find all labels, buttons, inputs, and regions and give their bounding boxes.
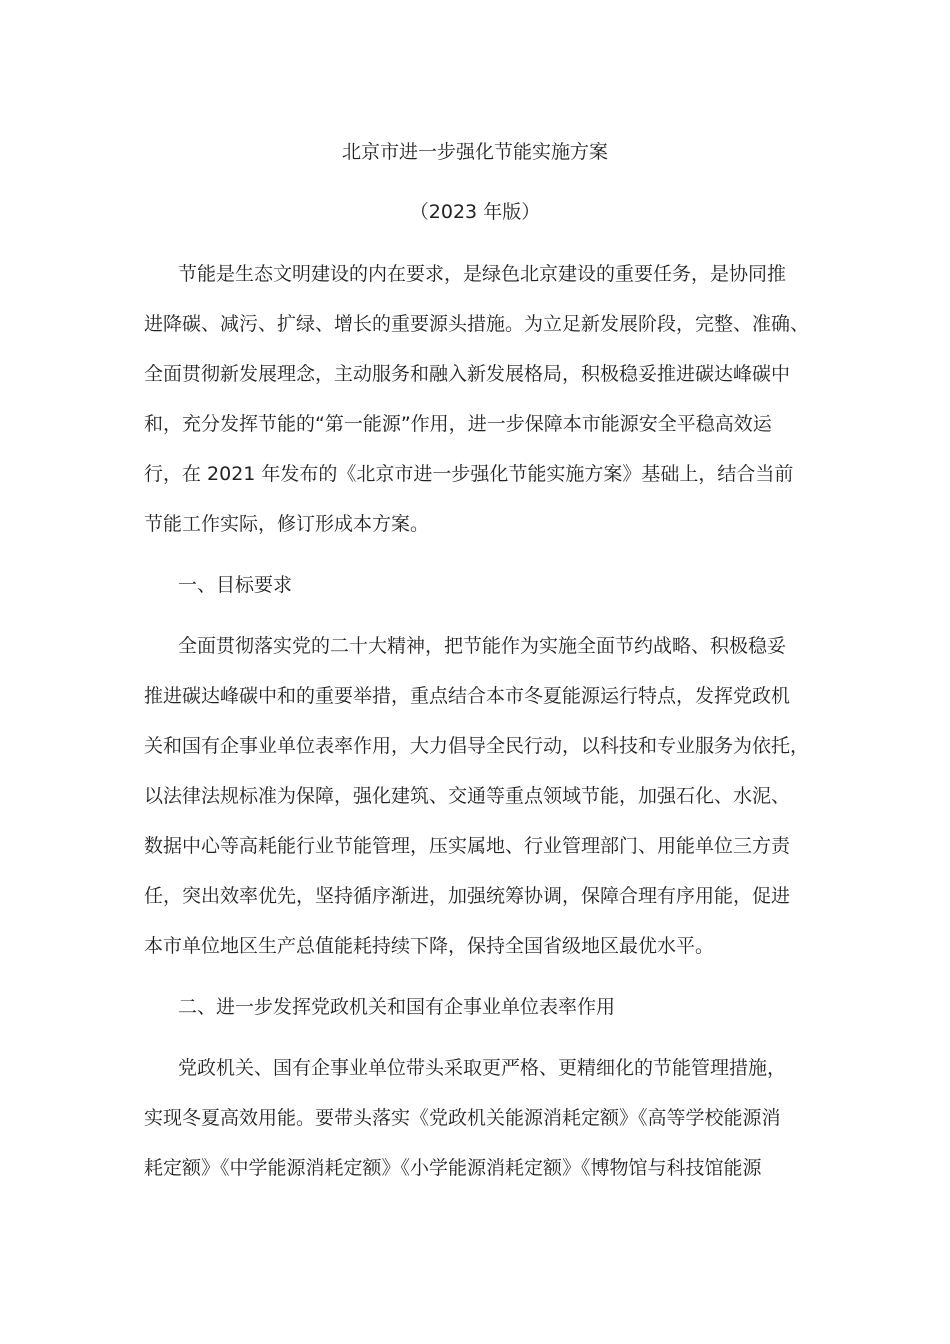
paragraph-line: 节能工作实际，修订形成本方案。 xyxy=(144,513,430,535)
document-edition: （2023 年版） xyxy=(409,201,541,223)
section2-paragraph xyxy=(144,1043,812,1193)
paragraph-line: 关和国有企事业单位表率作用，大力倡导全民行动，以科技和专业服务为依托， xyxy=(144,735,810,757)
paragraph-line: 全面贯彻新发展理念，主动服务和融入新发展格局，积极稳妥推进碳达峰碳中 xyxy=(144,363,791,385)
paragraph-line: 节能是生态文明建设的内在要求，是绿色北京建设的重要任务，是协同推 xyxy=(178,263,787,285)
paragraph-line: 推进碳达峰碳中和的重要举措，重点结合本市冬夏能源运行特点，发挥党政机 xyxy=(144,685,791,707)
paragraph-line: 耗定额》《中学能源消耗定额》《小学能源消耗定额》《博物馆与科技馆能源 xyxy=(144,1157,762,1179)
paragraph-line: 以法律法规标准为保障，强化建筑、交通等重点领域节能，加强石化、水泥、 xyxy=(144,785,791,807)
intro-paragraph xyxy=(144,249,812,549)
paragraph-line: 任，突出效率优先，坚持循序渐进，加强统筹协调，保障合理有序用能，促进 xyxy=(144,885,791,907)
paragraph-line: 和，充分发挥节能的“第一能源”作用，进一步保障本市能源安全平稳高效运 xyxy=(144,413,772,435)
paragraph-line: 行，在 2021 年发布的《北京市进一步强化节能实施方案》基础上，结合当前 xyxy=(144,463,794,485)
section-heading: 二、进一步发挥党政机关和国有企事业单位表率作用 xyxy=(178,996,616,1018)
paragraph-line: 本市单位地区生产总值能耗持续下降，保持全国省级地区最优水平。 xyxy=(144,935,715,957)
section1-paragraph xyxy=(144,621,812,971)
paragraph-line: 全面贯彻落实党的二十大精神，把节能作为实施全面节约战略、积极稳妥 xyxy=(178,635,787,657)
paragraph-line: 实现冬夏高效用能。要带头落实《党政机关能源消耗定额》《高等学校能源消 xyxy=(144,1107,781,1129)
section2-heading-block xyxy=(144,982,812,1032)
paragraph-line: 数据中心等高耗能行业节能管理，压实属地、行业管理部门、用能单位三方责 xyxy=(144,835,791,857)
section-heading: 一、目标要求 xyxy=(178,574,293,596)
paragraph-line: 进降碳、减污、扩绿、增长的重要源头措施。为立足新发展阶段，完整、准确、 xyxy=(144,313,810,335)
paragraph-line: 党政机关、国有企事业单位带头采取更严格、更精细化的节能管理措施， xyxy=(178,1057,787,1079)
document-title: 北京市进一步强化节能实施方案 xyxy=(341,141,608,163)
section1-heading-block xyxy=(144,560,812,610)
